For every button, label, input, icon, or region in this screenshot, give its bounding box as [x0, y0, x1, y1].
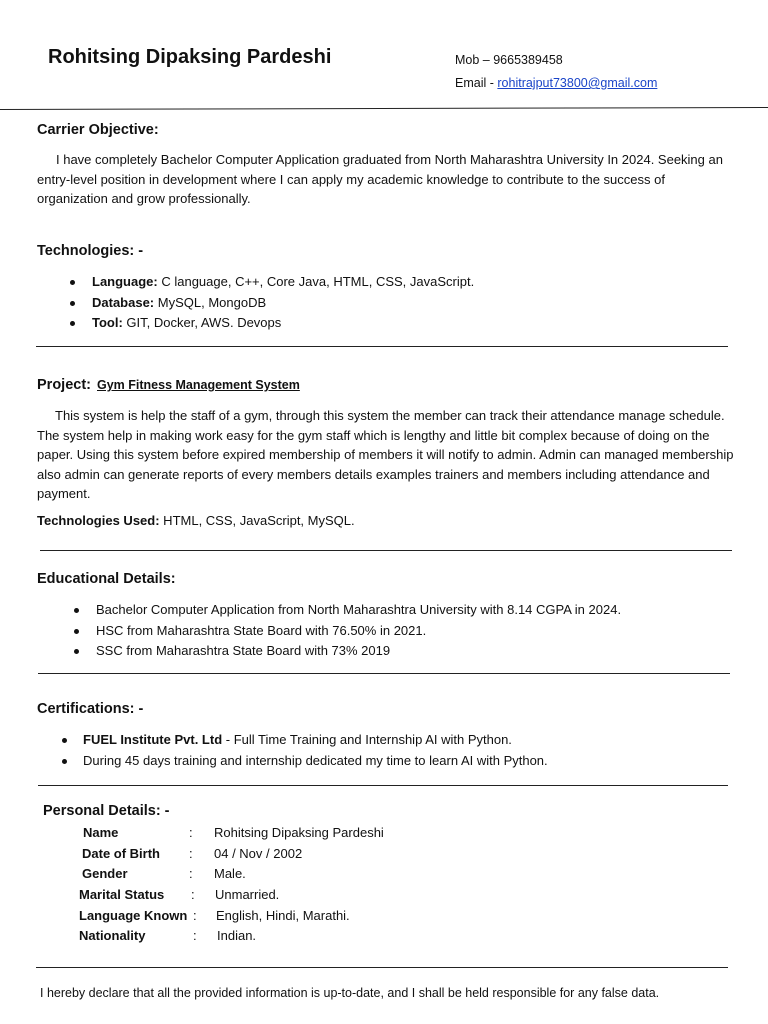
tech-label: Language:: [92, 274, 158, 289]
personal-value: 04 / Nov / 2002: [214, 846, 303, 861]
bullet-icon: [70, 280, 75, 285]
list-item: [83, 751, 733, 772]
personal-label: Date of Birth: [82, 846, 160, 861]
project-heading-line: [37, 377, 300, 393]
personal-value: English, Hindi, Marathi.: [216, 908, 350, 923]
tech-value: C language, C++, Core Java, HTML, CSS, JavaScript.: [157, 274, 475, 289]
section-divider: [36, 346, 728, 347]
personal-value: Unmarried.: [215, 887, 280, 902]
project-description: This system is help the staff of a gym, through this system the member can track their attendance manage schedule. The system help in making work easy for the gym staff which is lengthy and little bit complex because of doing on the paper. Using this system before expired membership of members it will notify to admin. Admin can managed membership also admin can generate reports of every members details examples trainers and members including attendance and payment.: [37, 408, 734, 501]
bullet-icon: [62, 738, 67, 743]
tech-value: GIT, Docker, AWS. Devops: [122, 315, 282, 330]
objective-heading: Carrier Objective:: [37, 122, 159, 138]
bullet-icon: [70, 321, 75, 326]
bullet-icon: [62, 759, 67, 764]
mobile-line: [455, 53, 563, 67]
project-tech-value: HTML, CSS, JavaScript, MySQL.: [159, 513, 355, 528]
personal-separator: :: [193, 928, 197, 943]
personal-separator: :: [189, 866, 193, 881]
education-item: Bachelor Computer Application from North Maharashtra University with 8.14 CGPA in 2024.: [96, 602, 622, 617]
personal-separator: :: [193, 908, 197, 923]
tech-label: Tool:: [92, 315, 123, 330]
email-link[interactable]: rohitrajput73800@gmail.com: [497, 76, 658, 90]
tech-label: Database:: [92, 294, 155, 310]
section-divider: [38, 785, 728, 786]
personal-value: Indian.: [217, 928, 257, 943]
objective-text: I have completely Bachelor Computer Application graduated from North Maharashtra University In 2024. Seeking an entry-level position in development where I can apply my academic knowledge to contribute to the success of organization and grow professionally.: [37, 152, 723, 206]
list-item: [92, 313, 732, 334]
project-tech-line: [37, 513, 355, 528]
bullet-icon: [74, 629, 79, 634]
email-line: [455, 76, 657, 90]
tech-value: MySQL, MongoDB: [154, 294, 267, 310]
certifications-list: [83, 730, 733, 771]
technologies-list: [92, 272, 732, 334]
education-heading: Educational Details:: [37, 571, 176, 587]
education-item: HSC from Maharashtra State Board with 76.50% in 2021.: [96, 622, 427, 638]
list-item: [83, 730, 733, 751]
section-divider: [38, 673, 730, 674]
certifications-heading: Certifications: -: [37, 701, 144, 717]
bullet-icon: [74, 649, 79, 654]
cert-value: During 45 days training and internship dedicated my time to learn AI with Python.: [83, 752, 548, 768]
bullet-icon: [70, 301, 75, 306]
bullet-icon: [74, 608, 79, 613]
personal-label: Language Known: [79, 908, 188, 923]
project-title: Gym Fitness Management System: [97, 378, 300, 392]
declaration-text: I hereby declare that all the provided information is up-to-date, and I shall be held responsible for any false data.: [40, 986, 660, 1000]
section-divider: [36, 967, 728, 968]
project-heading: Project:: [37, 377, 91, 393]
technologies-heading: Technologies: -: [37, 243, 144, 259]
list-item: [92, 293, 732, 314]
cert-label: FUEL Institute Pvt. Ltd: [83, 732, 223, 747]
list-item: [96, 621, 736, 642]
education-item: SSC from Maharashtra State Board with 73% 2019: [96, 643, 391, 658]
email-label: Email -: [455, 76, 498, 90]
mobile-label: Mob –: [455, 53, 494, 67]
cert-value: - Full Time Training and Internship AI with Python.: [222, 732, 512, 747]
personal-value: Male.: [214, 866, 246, 881]
header-divider: [0, 107, 768, 110]
personal-separator: :: [191, 887, 195, 902]
personal-separator: :: [189, 846, 193, 861]
mobile-number: 9665389458: [493, 53, 563, 67]
personal-label: Nationality: [79, 928, 146, 943]
personal-value: Rohitsing Dipaksing Pardeshi: [214, 825, 384, 840]
personal-label: Name: [83, 825, 119, 840]
list-item: [92, 272, 732, 293]
project-tech-label: Technologies Used:: [37, 513, 160, 528]
personal-heading: Personal Details: -: [43, 803, 170, 819]
personal-separator: :: [189, 825, 193, 840]
list-item: [96, 641, 736, 662]
list-item: [96, 600, 736, 621]
candidate-name: Rohitsing Dipaksing Pardeshi: [48, 46, 332, 68]
section-divider: [40, 550, 732, 551]
personal-label: Marital Status: [79, 887, 165, 902]
education-list: [96, 600, 736, 662]
personal-label: Gender: [82, 866, 128, 881]
